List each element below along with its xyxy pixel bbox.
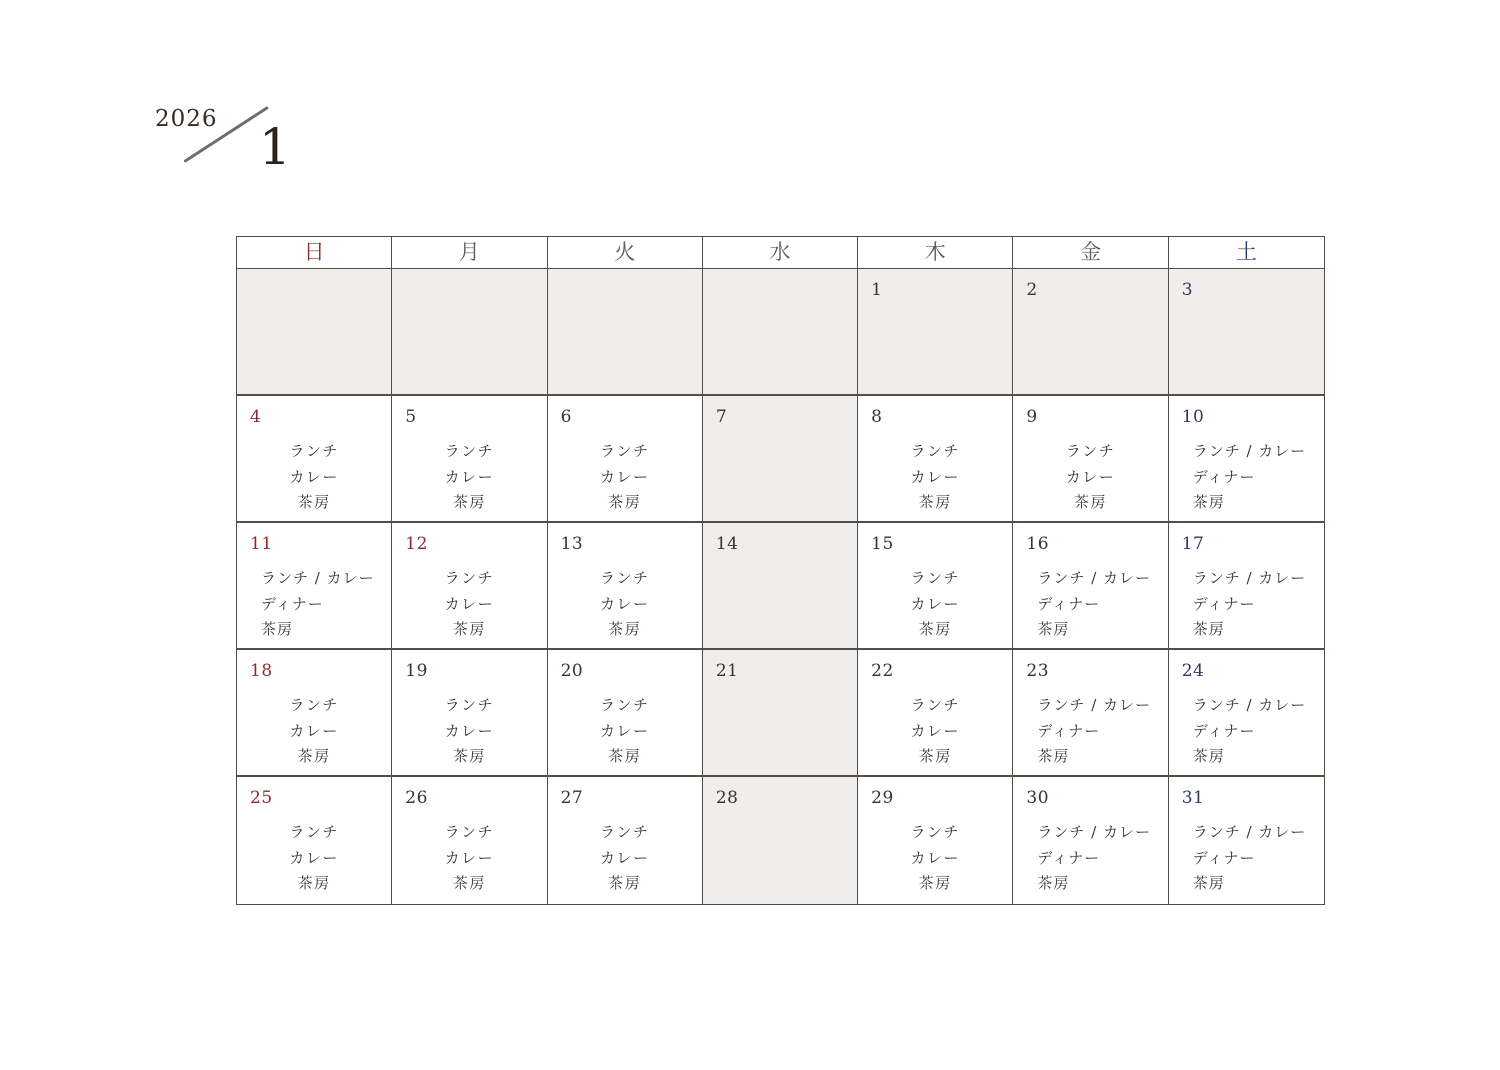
service-line: 茶房: [608, 620, 642, 638]
service-line: ランチ: [289, 442, 339, 460]
day-cell-6: [548, 396, 703, 523]
service-line: ランチ: [1065, 442, 1116, 460]
service-line: カレー: [444, 467, 495, 486]
day-cell-28: [703, 777, 858, 904]
year-label: 2026: [155, 106, 218, 132]
day-number: 4: [250, 407, 262, 427]
service-line: ランチ / カレー: [1192, 442, 1307, 460]
day-number: 19: [405, 661, 428, 681]
service-lines: [392, 439, 546, 516]
day-number: [237, 277, 391, 299]
day-number: 26: [405, 788, 428, 808]
day-cell-1: [858, 269, 1013, 396]
day-cell-2: [1013, 269, 1168, 396]
day-cell-7: [703, 396, 858, 523]
service-line: ランチ: [444, 823, 495, 841]
weekday-header: 木: [858, 237, 1013, 269]
service-line: ランチ: [599, 569, 650, 587]
calendar-grid: [236, 236, 1325, 905]
service-line: ランチ / カレー: [1037, 823, 1152, 841]
service-lines: [392, 693, 546, 770]
service-lines: [858, 693, 1012, 770]
service-lines: [237, 693, 391, 770]
day-number: 5: [405, 407, 417, 427]
service-line: 茶房: [1037, 620, 1070, 638]
service-line: ランチ: [289, 696, 339, 714]
month-number: 1: [259, 118, 291, 176]
day-number: 7: [715, 407, 728, 427]
day-number: 1: [871, 280, 883, 300]
day-cell-27: [548, 777, 703, 904]
service-line: カレー: [910, 467, 961, 486]
service-lines: [237, 820, 391, 897]
service-line: ランチ: [289, 823, 339, 841]
service-line: ランチ: [910, 569, 961, 587]
day-cell-29: [858, 777, 1013, 904]
day-cell-empty: [703, 269, 858, 396]
service-line: カレー: [289, 721, 339, 740]
day-number: 24: [1181, 661, 1205, 681]
day-cell-11: [237, 523, 392, 650]
day-cell-20: [548, 650, 703, 777]
day-number: 31: [1181, 788, 1205, 808]
service-line: ディナー: [1192, 467, 1256, 486]
service-line: 茶房: [1074, 493, 1108, 511]
weekday-header: 水: [703, 237, 858, 269]
day-number: 25: [250, 788, 273, 808]
service-line: ランチ / カレー: [261, 569, 375, 587]
day-cell-30: [1013, 777, 1168, 904]
day-number: 16: [1026, 534, 1050, 554]
day-number: 15: [871, 534, 894, 554]
service-line: ディナー: [1037, 594, 1101, 613]
service-lines: [858, 566, 1012, 643]
service-line: 茶房: [1037, 874, 1070, 892]
day-cell-9: [1013, 396, 1168, 523]
service-line: 茶房: [452, 493, 486, 511]
service-line: 茶房: [1037, 747, 1070, 765]
day-cell-10: [1169, 396, 1324, 523]
day-cell-5: [392, 396, 547, 523]
service-line: カレー: [599, 467, 650, 486]
day-cell-15: [858, 523, 1013, 650]
service-line: 茶房: [918, 620, 952, 638]
service-line: 茶房: [918, 874, 952, 892]
service-line: 茶房: [452, 620, 486, 638]
service-lines: [1013, 566, 1167, 643]
service-line: ランチ: [910, 696, 961, 714]
day-number: 12: [405, 534, 428, 554]
service-line: ランチ: [599, 696, 650, 714]
day-number: [392, 277, 546, 299]
day-number: 8: [871, 407, 883, 427]
service-line: 茶房: [918, 493, 952, 511]
service-lines: [237, 566, 391, 643]
day-number: 28: [715, 788, 739, 808]
service-line: 茶房: [608, 747, 642, 765]
service-lines: [237, 439, 391, 516]
day-number: 6: [560, 407, 572, 427]
day-cell-18: [237, 650, 392, 777]
service-line: ランチ: [444, 442, 495, 460]
weekday-header: 月: [392, 237, 547, 269]
day-cell-12: [392, 523, 547, 650]
day-number: 20: [560, 661, 584, 681]
service-lines: [1169, 820, 1324, 897]
day-cell-4: [237, 396, 392, 523]
service-line: カレー: [444, 848, 495, 867]
service-line: ランチ / カレー: [1192, 696, 1307, 714]
service-line: ランチ: [599, 442, 650, 460]
service-lines: [392, 566, 546, 643]
day-cell-21: [703, 650, 858, 777]
service-line: 茶房: [452, 874, 486, 892]
service-line: 茶房: [261, 620, 294, 638]
service-lines: [1169, 693, 1324, 770]
day-cell-8: [858, 396, 1013, 523]
day-cell-23: [1013, 650, 1168, 777]
day-cell-14: [703, 523, 858, 650]
weekday-header: 金: [1013, 237, 1168, 269]
service-lines: [1013, 693, 1167, 770]
weekday-header: 日: [237, 237, 392, 269]
service-line: 茶房: [608, 493, 642, 511]
service-line: カレー: [599, 848, 650, 867]
service-line: ディナー: [1192, 594, 1256, 613]
service-line: カレー: [910, 721, 961, 740]
service-lines: [858, 820, 1012, 897]
service-line: ランチ: [444, 569, 495, 587]
day-number: 30: [1026, 788, 1050, 808]
service-lines: [548, 820, 702, 897]
day-number: 29: [871, 788, 894, 808]
service-line: ランチ: [910, 823, 961, 841]
day-cell-empty: [392, 269, 547, 396]
day-number: [548, 277, 702, 299]
service-line: ディナー: [1037, 848, 1101, 867]
day-number: 11: [250, 534, 273, 554]
day-number: [703, 277, 857, 299]
day-cell-22: [858, 650, 1013, 777]
day-cell-13: [548, 523, 703, 650]
day-number: 3: [1181, 280, 1194, 300]
service-line: カレー: [910, 848, 961, 867]
service-line: 茶房: [297, 493, 331, 511]
service-line: 茶房: [1192, 874, 1225, 892]
service-lines: [1169, 439, 1324, 516]
day-cell-3: [1169, 269, 1324, 396]
service-line: 茶房: [608, 874, 642, 892]
service-line: 茶房: [297, 747, 331, 765]
day-cell-empty: [237, 269, 392, 396]
service-line: カレー: [910, 594, 961, 613]
day-cell-19: [392, 650, 547, 777]
service-line: 茶房: [297, 874, 331, 892]
day-number: 14: [715, 534, 739, 554]
service-line: カレー: [599, 594, 650, 613]
day-cell-16: [1013, 523, 1168, 650]
service-lines: [1169, 566, 1324, 643]
service-lines: [1013, 439, 1167, 516]
day-cell-26: [392, 777, 547, 904]
service-line: ランチ: [599, 823, 650, 841]
service-line: カレー: [289, 848, 339, 867]
service-lines: [392, 820, 546, 897]
day-cell-17: [1169, 523, 1324, 650]
service-lines: [548, 439, 702, 516]
service-line: ランチ: [910, 442, 961, 460]
day-number: 21: [715, 661, 739, 681]
service-line: ディナー: [1192, 721, 1256, 740]
day-cell-31: [1169, 777, 1324, 904]
weekday-header: 火: [548, 237, 703, 269]
service-lines: [1013, 820, 1167, 897]
day-number: 22: [871, 661, 894, 681]
day-number: 18: [250, 661, 273, 681]
day-number: 10: [1181, 407, 1205, 427]
service-line: ランチ / カレー: [1192, 823, 1307, 841]
service-line: ディナー: [261, 594, 324, 613]
service-line: ランチ / カレー: [1037, 696, 1152, 714]
service-line: ランチ: [444, 696, 495, 714]
service-line: ランチ / カレー: [1192, 569, 1307, 587]
day-cell-24: [1169, 650, 1324, 777]
service-lines: [548, 693, 702, 770]
day-number: 23: [1026, 661, 1050, 681]
weekday-header: 土: [1169, 237, 1324, 269]
service-line: ディナー: [1037, 721, 1101, 740]
day-number: 9: [1026, 407, 1038, 427]
service-line: カレー: [289, 467, 339, 486]
day-number: 2: [1026, 280, 1038, 300]
service-line: 茶房: [1192, 620, 1225, 638]
service-line: ディナー: [1192, 848, 1256, 867]
service-line: ランチ / カレー: [1037, 569, 1152, 587]
service-line: 茶房: [1192, 493, 1225, 511]
service-line: 茶房: [1192, 747, 1225, 765]
day-number: 17: [1181, 534, 1205, 554]
service-line: カレー: [444, 594, 495, 613]
service-lines: [548, 566, 702, 643]
service-line: カレー: [599, 721, 650, 740]
service-line: カレー: [1065, 467, 1116, 486]
day-cell-25: [237, 777, 392, 904]
day-number: 13: [560, 534, 584, 554]
service-line: カレー: [444, 721, 495, 740]
day-cell-empty: [548, 269, 703, 396]
service-line: 茶房: [918, 747, 952, 765]
day-number: 27: [560, 788, 584, 808]
service-lines: [858, 439, 1012, 516]
service-line: 茶房: [452, 747, 486, 765]
